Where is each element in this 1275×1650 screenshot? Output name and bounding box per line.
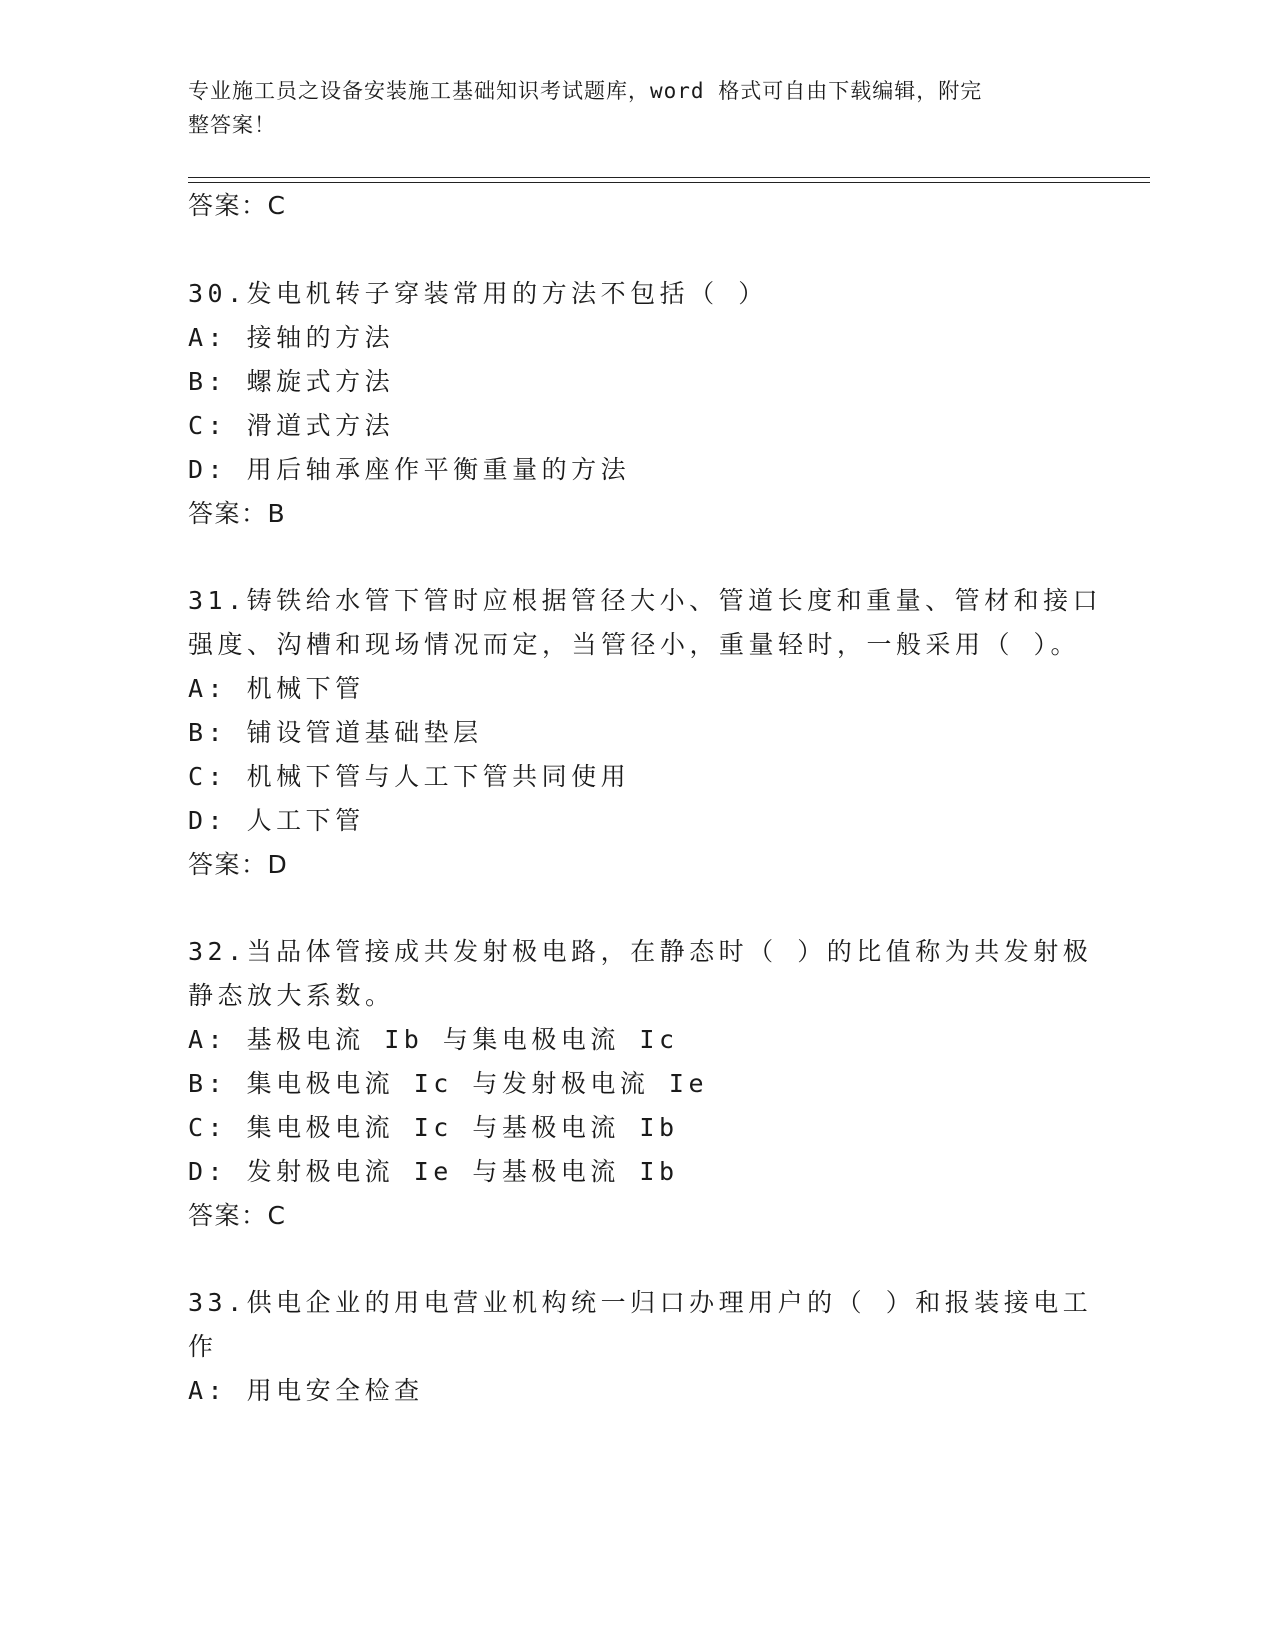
question-33-option-a: A: 用电安全检查 [188,1376,424,1405]
document-header [188,74,1068,142]
header-divider-bottom [188,182,1150,183]
question-31-stem-line-2: 强度、沟槽和现场情况而定，当管径小，重量轻时，一般采用（ ）。 [188,630,1081,659]
question-33-stem-line-1: 33.供电企业的用电营业机构统一归口办理用户的（ ）和报装接电工 [188,1288,1093,1317]
answer-30: 答案：B [188,499,287,528]
question-32-stem-line-1: 32.当品体管接成共发射极电路，在静态时（ ）的比值称为共发射极 [188,937,1093,966]
question-30-option-a: A: 接轴的方法 [188,323,395,352]
header-divider-top [188,177,1150,178]
question-32-option-c: C: 集电极电流 Ic 与基极电流 Ib [188,1113,679,1142]
question-32-option-b: B: 集电极电流 Ic 与发射极电流 Ie [188,1069,709,1098]
answer-29: 答案：C [188,191,287,220]
question-33-stem-line-2: 作 [188,1332,218,1361]
question-32-option-a: A: 基极电流 Ib 与集电极电流 Ic [188,1025,679,1054]
question-30-option-c: C: 滑道式方法 [188,411,395,440]
question-30-option-d: D: 用后轴承座作平衡重量的方法 [188,455,631,484]
question-32-stem-line-2: 静态放大系数。 [188,981,395,1010]
question-32-option-d: D: 发射极电流 Ie 与基极电流 Ib [188,1157,679,1186]
question-31-option-c: C: 机械下管与人工下管共同使用 [188,762,631,791]
question-31-option-d: D: 人工下管 [188,806,365,835]
question-30-option-b: B: 螺旋式方法 [188,367,395,396]
question-30-stem: 30.发电机转子穿装常用的方法不包括（ ） [188,279,768,308]
question-31-stem-line-1: 31.铸铁给水管下管时应根据管径大小、管道长度和重量、管材和接口 [188,586,1103,615]
question-31-option-b: B: 铺设管道基础垫层 [188,718,483,747]
question-31-option-a: A: 机械下管 [188,674,365,703]
answer-31: 答案：D [188,850,289,879]
header-line-1: 专业施工员之设备安装施工基础知识考试题库，word 格式可自由下载编辑，附完 [188,79,983,103]
header-line-2: 整答案！ [188,113,276,137]
answer-32: 答案：C [188,1201,287,1230]
